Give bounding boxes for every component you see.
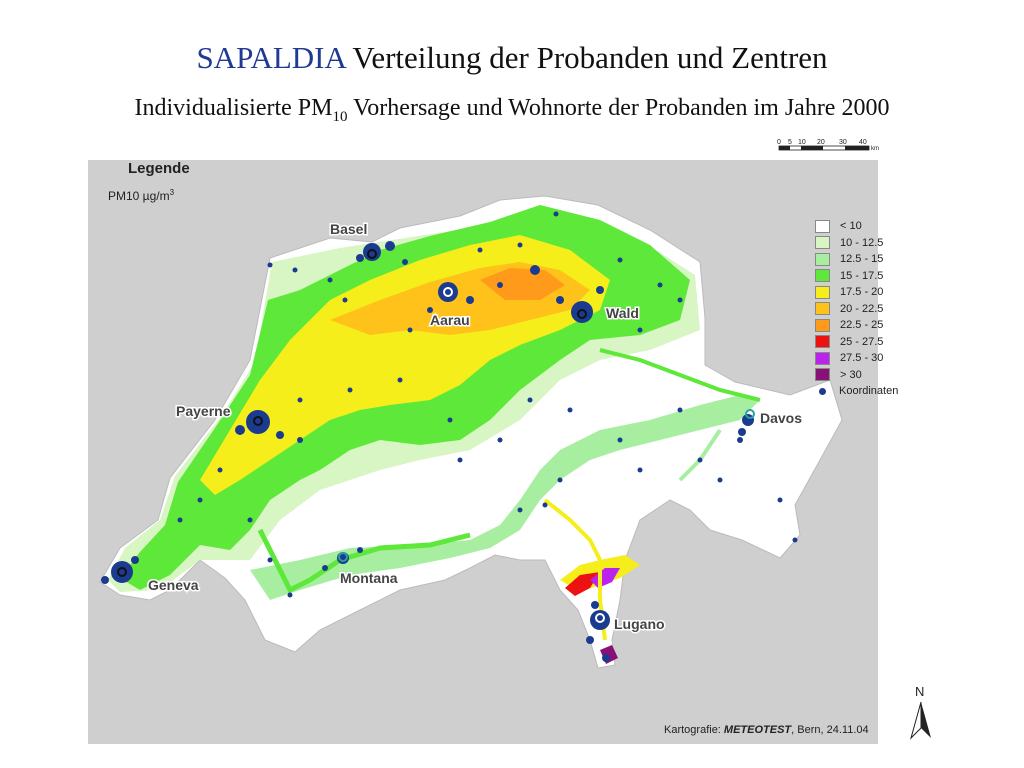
city-label-wald: Wald [606, 305, 639, 321]
city-label-montana: Montana [340, 570, 398, 586]
title-brand: SAPALDIA [196, 40, 346, 75]
title-rest: Verteilung der Probanden und Zentren [345, 40, 828, 75]
north-arrow-left [911, 702, 921, 738]
legend-unit-sup: 3 [169, 188, 175, 197]
legend-points-label: Koordinaten [839, 385, 899, 398]
legend-label: 17.5 - 20 [840, 286, 884, 299]
legend-swatch [815, 302, 830, 315]
scale-tick-0: 0 [777, 139, 781, 146]
legend-label: 15 - 17.5 [840, 269, 884, 282]
city-label-davos: Davos [760, 410, 803, 426]
legend-label: < 10 [840, 220, 862, 233]
credit-brand: METEOTEST [723, 724, 792, 736]
city-label-lugano: Lugano [614, 616, 665, 632]
legend-swatch [815, 236, 830, 249]
legend-label: 22.5 - 25 [840, 319, 884, 332]
legend-item [815, 218, 898, 235]
legend-item [815, 367, 898, 384]
scale-seg-2 [801, 146, 823, 150]
legend-swatch [815, 286, 830, 299]
map-credit [664, 724, 869, 736]
north-label: N [915, 684, 925, 699]
legend-label: 12.5 - 15 [840, 253, 884, 266]
credit-suffix: , Bern, 24.11.04 [791, 724, 869, 736]
legend-unit-text: PM10 µg/m [108, 189, 170, 203]
subtitle-pre: Individualisierte PM [134, 95, 333, 121]
legend-label: 25 - 27.5 [840, 335, 884, 348]
legend-swatch [815, 269, 830, 282]
legend-label: > 30 [840, 368, 862, 381]
cluster-davos [742, 414, 754, 426]
city-label-geneva: Geneva [148, 577, 199, 593]
north-arrow [905, 684, 939, 742]
cluster-payerne [246, 410, 270, 434]
scale-seg-3 [845, 146, 869, 150]
legend-swatch [815, 335, 830, 348]
legend-swatch [815, 220, 830, 233]
scale-tick-40: 40 [859, 139, 867, 146]
subtitle-post: Vorhersage und Wohnorte der Probanden im Jahre 2000 [347, 95, 890, 121]
legend-swatch [815, 253, 830, 266]
legend-label: 27.5 - 30 [840, 352, 884, 365]
cluster-wald [571, 301, 593, 323]
scale-seg-1 [779, 146, 790, 150]
legend-swatch [815, 319, 830, 332]
legend-unit [108, 188, 174, 203]
city-label-basel: Basel [330, 221, 368, 237]
legend-item [815, 235, 898, 252]
scale-tick-10: 10 [798, 139, 806, 146]
legend-list [815, 218, 898, 400]
city-label-payerne: Payerne [176, 403, 231, 419]
credit-prefix: Kartografie: [664, 724, 724, 736]
legend-item [815, 251, 898, 268]
legend-item [815, 268, 898, 285]
legend-item [815, 334, 898, 351]
legend-title: Legende [128, 160, 190, 177]
scale-tick-20: 20 [817, 139, 825, 146]
scale-unit: km [871, 146, 879, 152]
legend-point-icon [819, 388, 826, 395]
cluster-aarau [438, 282, 458, 302]
legend-swatch [815, 368, 830, 381]
legend-item [815, 317, 898, 334]
cluster-geneva [111, 561, 133, 583]
legend-swatch [815, 352, 830, 365]
legend-item [815, 301, 898, 318]
subtitle-subscript: 10 [332, 108, 348, 125]
scale-bar [777, 136, 882, 154]
legend-item-points [815, 383, 898, 400]
legend-label: 10 - 12.5 [840, 236, 884, 249]
legend-item [815, 284, 898, 301]
scale-tick-30: 30 [839, 139, 847, 146]
legend-item [815, 350, 898, 367]
north-arrow-right [921, 702, 931, 738]
city-label-aarau: Aarau [430, 312, 470, 328]
legend-label: 20 - 22.5 [840, 302, 884, 315]
scale-tick-5: 5 [788, 139, 792, 146]
